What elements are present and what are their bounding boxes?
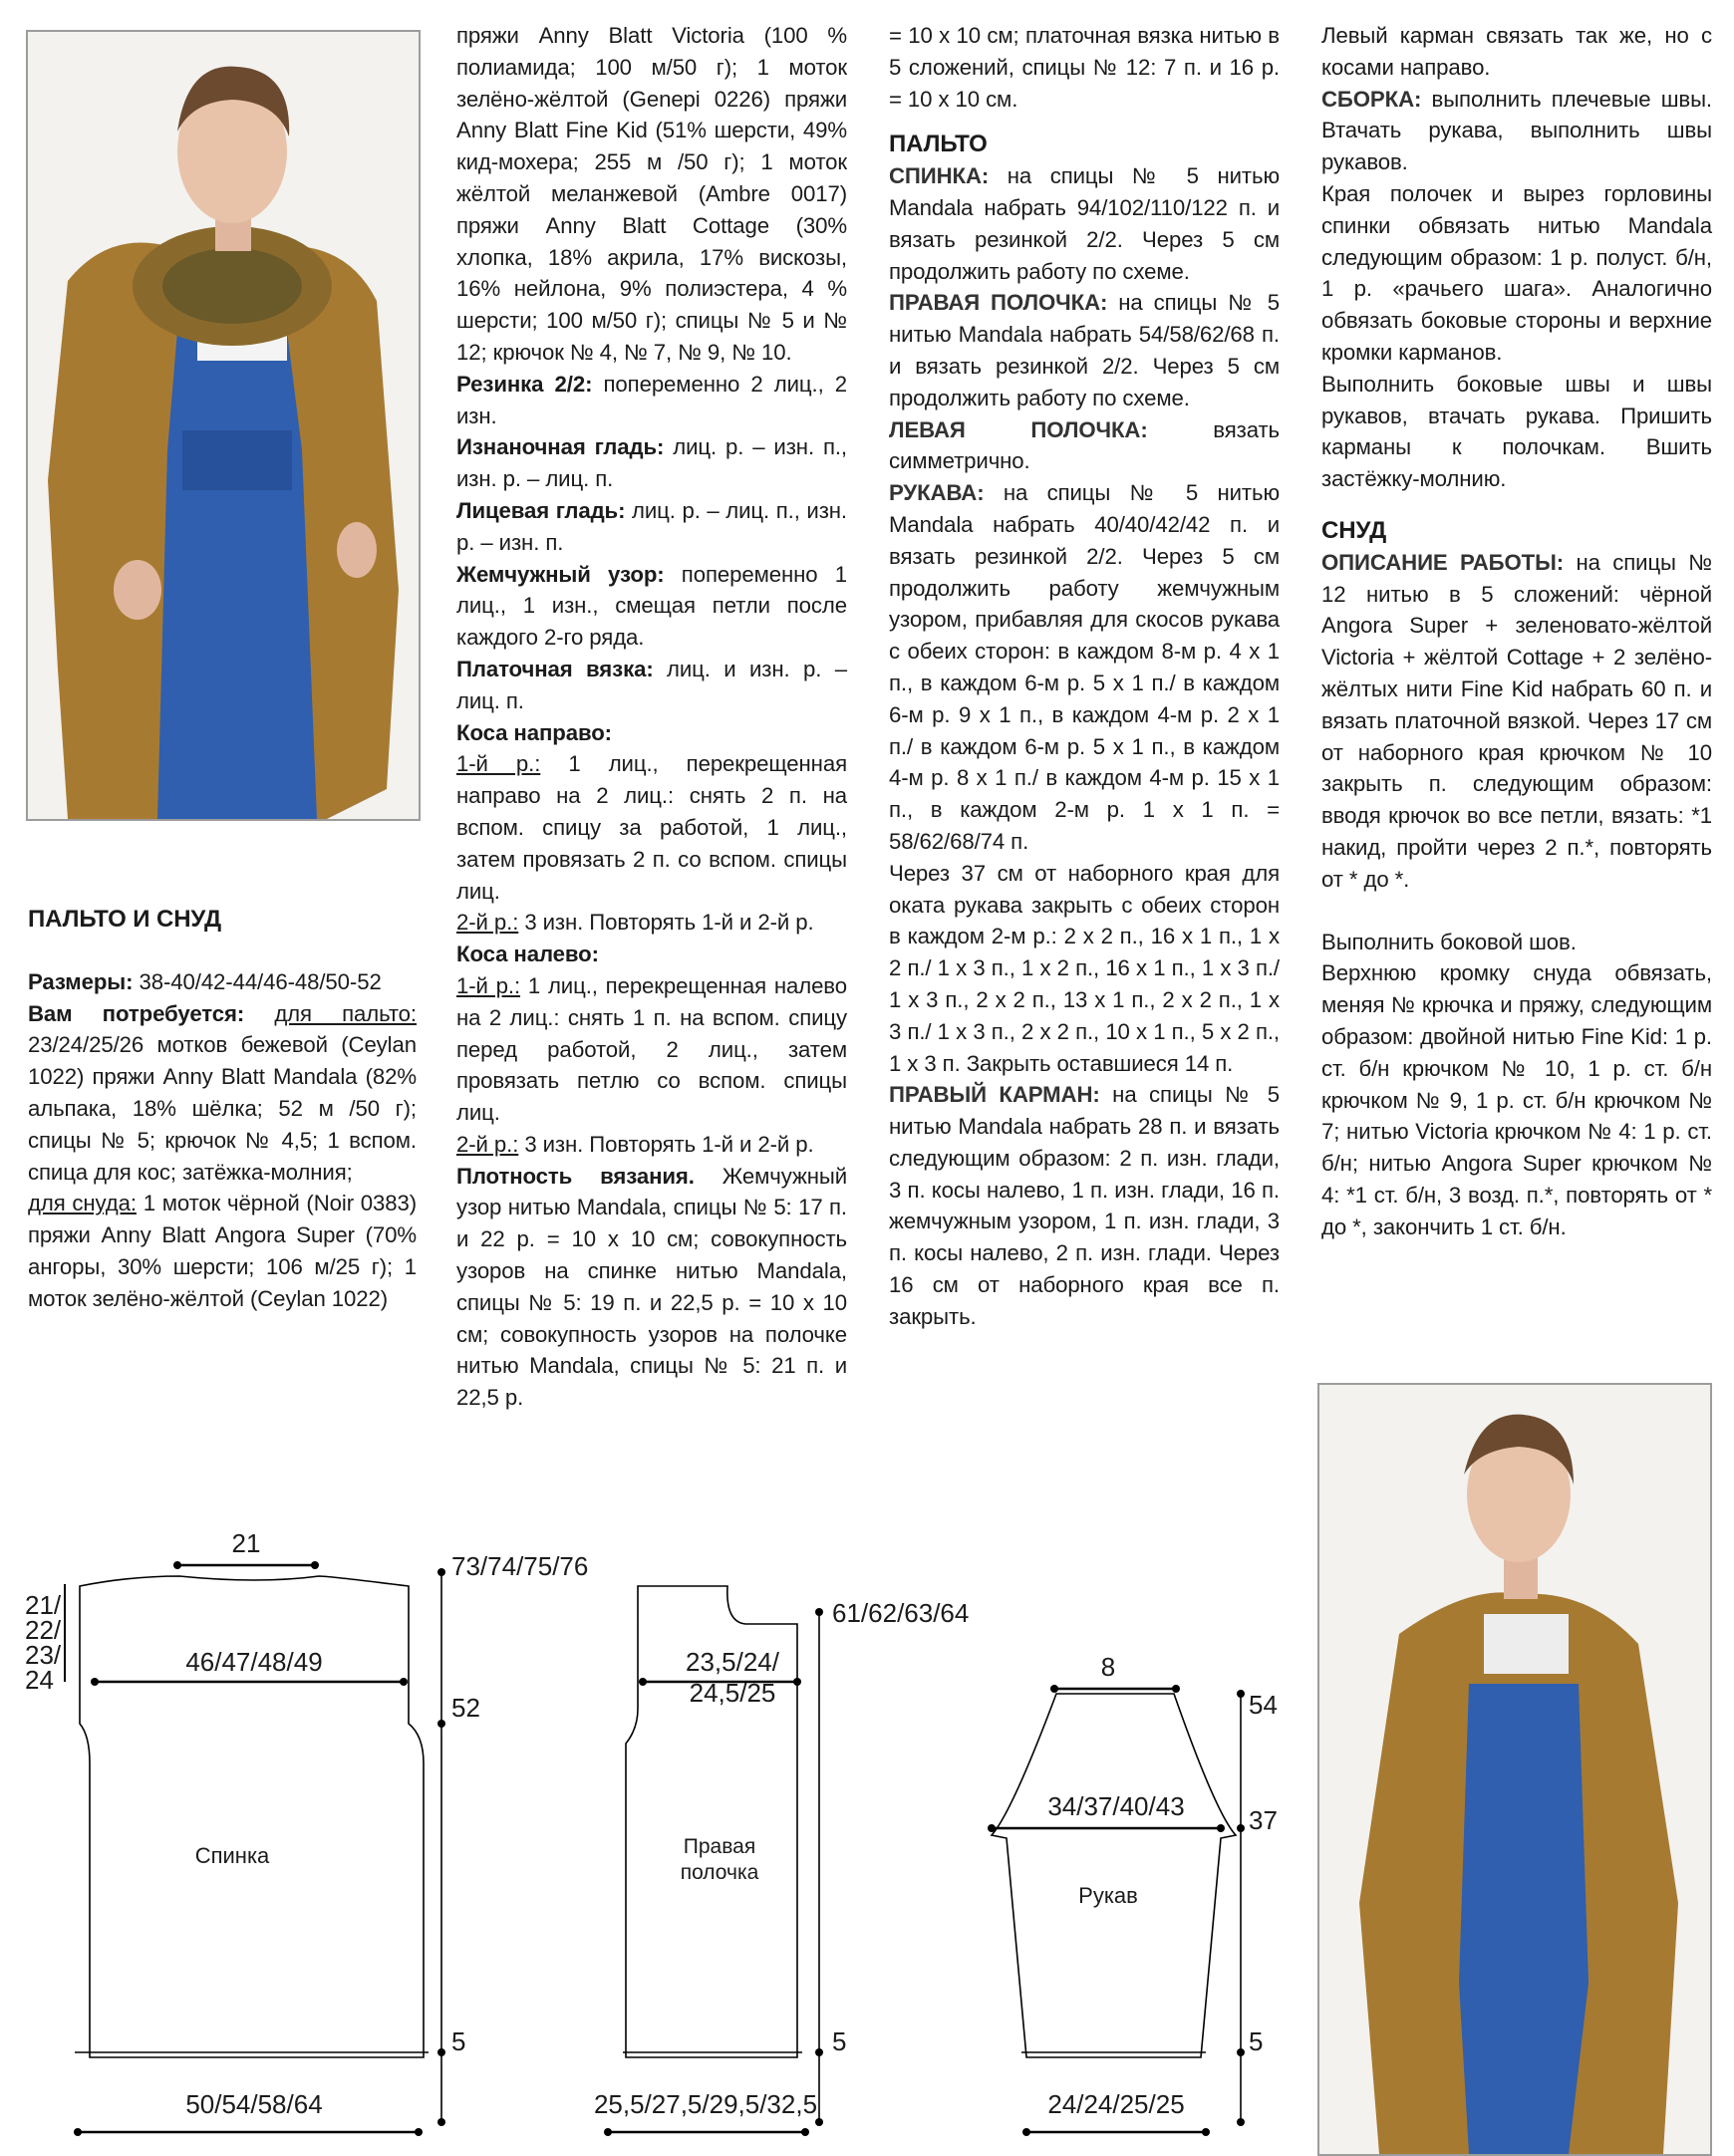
back-total-label: 73/74/75/76: [451, 1551, 589, 1581]
front-piece-name-2: полочка: [680, 1861, 759, 1884]
front-width-label-2: 24,5/25: [689, 1678, 776, 1708]
seed-label: Жемчужный узор:: [456, 561, 665, 587]
coat-materials: 23/24/25/26 мотков бежевой (Ceylan 1022) пряжи Anny Blatt Mandala (82% альпака, 18% шёлка; 52 м /50 г); спицы № 5; крючок № 4,5; 1 вспом. спица для кос; затёжка-молния;: [28, 1032, 417, 1185]
gauge-label: Плотность вязания.: [456, 1163, 695, 1189]
sleeve-outline: [992, 1694, 1236, 2057]
cable-left-title: Коса налево:: [456, 942, 599, 967]
sleeve-piece-name: Рукав: [1078, 1883, 1138, 1908]
back-text: на спицы № 5 нитью Mandala набрать 94/102/110/122 п. и вязать резинкой 2/2. Через 5 см продолжить работу по схеме.: [889, 163, 1280, 284]
garter-label: Платочная вязка:: [456, 656, 654, 681]
seed-stitch: [456, 559, 847, 654]
row2-label: 2-й р.:: [456, 1131, 519, 1157]
front-piece-name-1: Правая: [683, 1835, 756, 1858]
back-body-label: 52: [451, 1693, 480, 1723]
right-front-label: ПРАВАЯ ПОЛОЧКА:: [889, 290, 1108, 316]
front-rib-label: 5: [832, 2026, 847, 2056]
cable-left-row2: [456, 1129, 847, 1161]
back-hem-label: 50/54/58/64: [185, 2089, 323, 2119]
sleeve-top-label: 8: [1100, 1652, 1116, 1682]
column-4: [1321, 20, 1712, 1242]
sleeve-width-label: 34/37/40/43: [1047, 1791, 1185, 1821]
assembly-text: выполнить плечевые швы. Втачать рукава, выполнить швы рукавов.: [1321, 86, 1712, 175]
row1-label: 1-й р.:: [456, 972, 521, 998]
sizes-label: Размеры:: [28, 968, 134, 994]
description-text: на спицы № 12 нитью в 5 сложений: чёрной Angora Super + зеленовато-жёлтой Victoria + жёлтой Cottage + 2 зелёно-жёлтых нити Fine Kid набрать 60 п. и вязать платочной вязкой. Через 17 см от наборного края крючком № 10 закрыть п. следующим образом: вводя крючок во все петли, вязать: *1 накид, пройти через 2 п.*, повторять от * до *.: [1321, 549, 1712, 892]
sizes-value: 38-40/42-44/46-48/50-52: [133, 968, 382, 994]
for-coat-label: для пальто:: [274, 1000, 417, 1026]
schematic-diagrams: [0, 1365, 1734, 2152]
cable-left-label: [456, 939, 847, 970]
back-armhole-label-1: 21/: [25, 1590, 62, 1620]
sleeve-cuff-label: 24/24/25/25: [1047, 2089, 1185, 2119]
back-armhole-label-3: 23/: [25, 1640, 62, 1670]
row1-text: 1 лиц., перекрещенная налево на 2 лиц.: снять 1 п. на вспом. спицу перед работой, 2 лиц., затем провязать петлю со вспом. спицы лиц.: [456, 972, 847, 1126]
column-1: [28, 904, 417, 1315]
materials-paragraph: [28, 966, 417, 1315]
snood-materials: 1 моток чёрной (Noir 0383) пряжи Anny Blatt Angora Super (70% ангоры, 30% шерсти; 106 м/25 г); 1 моток зелёно-жёлтой (Ceylan 1022): [28, 1191, 417, 1311]
back-section: [889, 160, 1280, 287]
coat-heading: ПАЛЬТО: [889, 131, 988, 158]
need-label: Вам потребуется:: [28, 1000, 245, 1026]
left-pocket: Левый карман связать так же, но с косами направо.: [1321, 23, 1712, 80]
cable-right-title: Коса направо:: [456, 719, 612, 745]
garter-text: лиц. и изн. р. – лиц. п.: [456, 656, 847, 713]
column-3: [889, 20, 1280, 1333]
reverse-text: лиц. р. – изн. п., изн. р. – лиц. п.: [456, 434, 848, 492]
rib-label: Резинка 2/2:: [456, 371, 593, 397]
back-rib-label: 5: [451, 2026, 466, 2056]
stockinette-text: лиц. р. – лиц. п., изн. р. – изн. п.: [456, 497, 847, 555]
back-armhole-label-4: 24: [25, 1665, 54, 1695]
front-hem-label: 25,5/27,5/29,5/32,5: [593, 2089, 818, 2119]
rib-pattern: [456, 369, 847, 432]
back-chest-label: 46/47/48/49: [185, 1647, 323, 1677]
model-photo-top: [26, 30, 421, 821]
back-label: СПИНКА:: [889, 163, 990, 189]
model-photo-top-figure: [28, 32, 419, 819]
gauge-continued: = 10 x 10 см; платочная вязка нитью в 5 сложений, спицы № 12: 7 п. и 16 р. = 10 x 10 см.: [889, 23, 1280, 112]
row1-label: 1-й р.:: [456, 751, 541, 777]
stockinette: [456, 495, 847, 559]
side-seam: Выполнить боковой шов.: [1321, 929, 1577, 954]
top-edge-paragraph: Верхнюю кромку снуда обвязать, меняя № крючка и пряжу, следующим образом: двойной нитью Fine Kid: 1 р. ст. б/н крючком № 10, 1 р. ст. б/н крючком № 9, 1 р. ст. б/н крючком № 7; нитью Victoria крючком № 4: 1 р. ст. б/н; нитью Angora Super крючком № 4: *1 ст. б/н, 3 возд. п.*, повторять от * до *, закончить 1 ст. б/н.: [1321, 960, 1712, 1239]
cable-right-row2: [456, 907, 847, 939]
cable-left-row1: [456, 970, 847, 1129]
reverse-stockinette: [456, 431, 847, 495]
snood-heading: СНУД: [1321, 516, 1387, 544]
right-pocket-text: на спицы № 5 нитью Mandala набрать 28 п. и вязать следующим образом: 2 п. изн. глади, 3 п. косы налево, 1 п. изн. глади, 16 п. жемчужным узором, 1 п. изн. глади, 3 п. косы налево, 2 п. изн. глади. Через 16 см от наборного края все п. закрыть.: [889, 1082, 1281, 1329]
finishing-paragraph: Выполнить боковые швы и швы рукавов, втачать рукава. Пришить карманы к полочкам. Вшить застёжку-молнию.: [1321, 371, 1712, 492]
reverse-label: Изнаночная гладь:: [456, 434, 665, 460]
sleeves-text: на спицы № 5 нитью Mandala набрать 40/40/42/42 п. и вязать резинкой 2/2. Через 5 см продолжить работу жемчужным узором, прибавляя для скосов рукава с обеих сторон: в каждом 8-м р. 4 x 1 п., в каждом 6-м р. 5 x 1 п./ в каждом 6-м р. 9 x 1 п., в каждом 4-м р. 2 x 1 п./ в каждом 6-м р. 5 x 1 п., в каждом 4-м р. 8 x 1 п./ в каждом 4-м р. 15 x 1 п., в каждом 2-м р. 1 x 1 п. = 58/62/68/74 п.: [889, 480, 1280, 854]
garter-stitch: [456, 654, 847, 717]
right-front-section: [889, 287, 1280, 413]
left-front-section: [889, 414, 1280, 478]
right-pocket-label: ПРАВЫЙ КАРМАН:: [889, 1082, 1100, 1108]
sleeve-rib-label: 5: [1249, 2026, 1264, 2056]
back-piece-name: Спинка: [194, 1843, 270, 1868]
stockinette-label: Лицевая гладь:: [456, 497, 626, 523]
edging-paragraph: Края полочек и вырез горловины спинки обвязать нитью Mandala следующим образом: 1 р. полуст. б/н, 1 р. «рачьего шага». Аналогично обвязать боковые стороны и верхние кромки карманов.: [1321, 180, 1712, 365]
right-front-text: на спицы № 5 нитью Mandala набрать 54/58/62/68 п. и вязать резинкой 2/2. Через 5 см продолжить работу по схеме.: [889, 290, 1280, 410]
cable-right-row1: [456, 748, 847, 907]
article-title: ПАЛЬТО И СНУД: [28, 906, 222, 933]
snood-description: [1321, 547, 1712, 896]
cable-right-label: [456, 717, 847, 749]
seed-text: попеременно 1 лиц., 1 изн., смещая петли после каждого 2-го ряда.: [456, 561, 847, 651]
sleeve-total-label: 54: [1249, 1690, 1278, 1720]
back-neck-label: 21: [231, 1528, 261, 1558]
left-front-text: вязать симметрично.: [889, 416, 1280, 474]
row2-label: 2-й р.:: [456, 910, 519, 936]
sleeve-length-label: 37: [1249, 1805, 1278, 1835]
row2-text: 3 изн. Повторять 1-й и 2-й р.: [518, 1131, 814, 1157]
sleeves-section: [889, 477, 1280, 858]
column-2: [456, 20, 847, 1414]
row1-text: 1 лиц., перекрещенная направо на 2 лиц.: снять 2 п. на вспом. спицу за работой, 1 лиц., затем провязать 2 п. со вспом. спицы лиц.: [456, 751, 847, 904]
front-width-label-1: 23,5/24/: [686, 1647, 779, 1677]
materials-continued: пряжи Anny Blatt Victoria (100 % полиамида; 100 м/50 г); 1 моток зелёно-жёлтой (Genepi 0226) пряжи Anny Blatt Fine Kid (51% шерсти, 49% кид-мохера; 255 м /50 г); 1 моток жёлтой меланжевой (Ambre 0017) пряжи Anny Blatt Cottage (30% хлопка, 18% акрила, 17% вискозы, 16% нейлона, 9% полиэстера, 4 % шерсти; 100 м/50 г); спицы № 5 и № 12; крючок № 4, № 7, № 9, № 10.: [456, 23, 847, 365]
for-snood-label: для снуда:: [28, 1191, 137, 1216]
row2-text: 3 изн. Повторять 1-й и 2-й р.: [518, 910, 814, 936]
assembly-section: [1321, 84, 1712, 178]
front-total-label: 61/62/63/64: [832, 1598, 970, 1628]
sleeve-cap: Через 37 см от наборного края для оката рукава закрыть с обеих сторон в каждом 2-м р.: 2 x 2 п., 16 x 1 п., 1 x 2 п./ 1 x 3 п., 1 x 2 п., 16 x 1 п., 1 x 3 п./ 1 x 3 п., 2 x 2 п., 13 x 1 п., 2 x 2 п., 1 x 3 п./ 1 x 3 п., 2 x 2 п., 10 x 1 п., 5 x 2 п., 1 x 3 п. Закрыть оставшиеся 14 п.: [889, 860, 1280, 1076]
assembly-label: СБОРКА:: [1321, 86, 1422, 112]
left-front-label: ЛЕВАЯ ПОЛОЧКА:: [889, 416, 1148, 442]
rib-text: попеременно 2 лиц., 2 изн.: [456, 371, 848, 428]
description-label: ОПИСАНИЕ РАБОТЫ:: [1321, 549, 1565, 575]
sleeves-label: РУКАВА:: [889, 480, 985, 506]
gauge-text: Жемчужный узор нитью Mandala, спицы № 5: 17 п. и 22 р. = 10 x 10 см; совокупность узоров на спинке нитью Mandala, спицы № 5: 19 п. и 22,5 р. = 10 x 10 см; совокупность узоров на полочке нитью Mandala, спицы № 5: 21 п. и 22,5 р.: [456, 1163, 847, 1411]
right-pocket-section: [889, 1079, 1280, 1332]
back-armhole-label-2: 22/: [25, 1615, 62, 1645]
